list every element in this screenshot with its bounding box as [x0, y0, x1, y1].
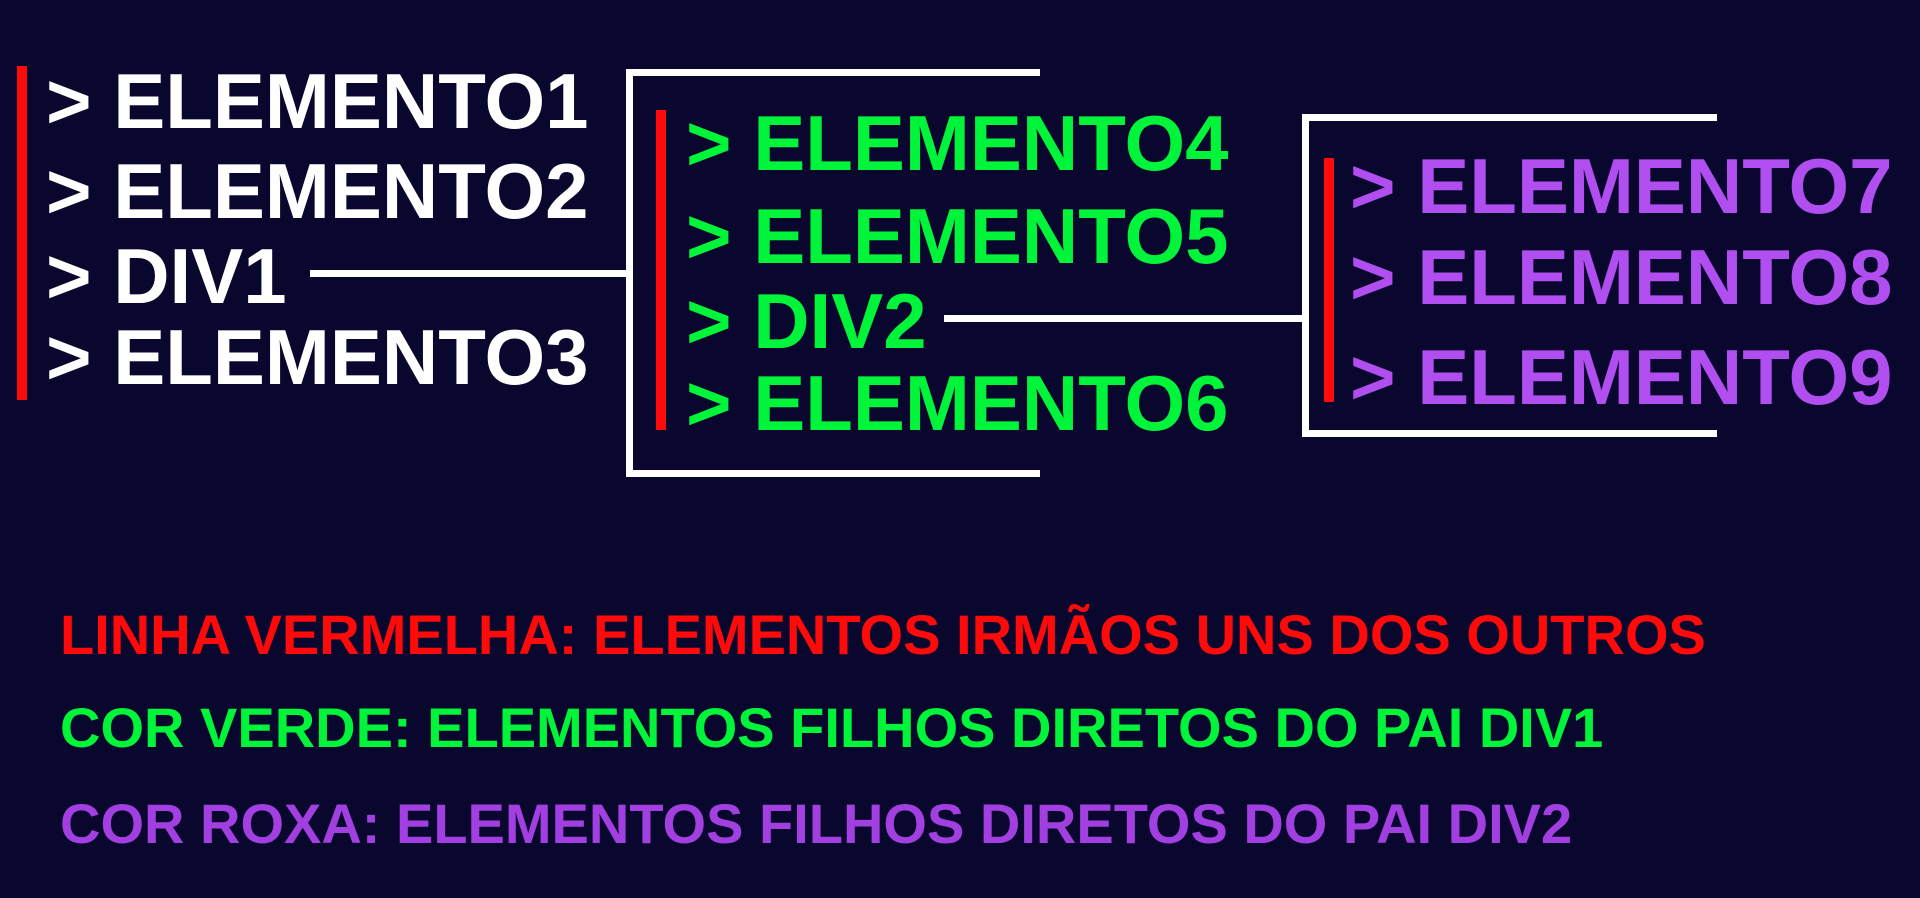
legend-purple-color: COR ROXA: ELEMENTOS FILHOS DIRETOS DO PAI DIV2: [60, 792, 1573, 855]
connector-div1: [310, 270, 630, 277]
level1-item-div1: > DIV1: [46, 232, 287, 320]
level3-item-elemento9: > ELEMENTO9: [1350, 333, 1893, 421]
sibling-line-level1: [17, 66, 27, 400]
bracket-level2-top: [626, 69, 1040, 76]
level2-item-elemento6: > ELEMENTO6: [686, 359, 1229, 447]
level2-item-elemento5: > ELEMENTO5: [686, 192, 1229, 280]
level2-item-div2: > DIV2: [686, 277, 927, 365]
legend-red-line: LINHA VERMELHA: ELEMENTOS IRMÃOS UNS DOS OUTROS: [60, 603, 1706, 666]
bracket-level3-top: [1302, 114, 1717, 121]
level1-item-elemento1: > ELEMENTO1: [46, 57, 589, 145]
legend-green-color: COR VERDE: ELEMENTOS FILHOS DIRETOS DO PAI DIV1: [60, 696, 1604, 759]
sibling-line-level2: [656, 110, 666, 430]
level3-item-elemento7: > ELEMENTO7: [1350, 142, 1893, 230]
bracket-level2-side: [626, 69, 633, 477]
level1-item-elemento3: > ELEMENTO3: [46, 313, 589, 401]
level1-item-elemento2: > ELEMENTO2: [46, 147, 589, 235]
connector-div2: [944, 315, 1306, 322]
bracket-level2-bottom: [626, 470, 1040, 477]
bracket-level3-side: [1302, 114, 1309, 437]
sibling-line-level3: [1324, 158, 1334, 402]
level3-item-elemento8: > ELEMENTO8: [1350, 233, 1893, 321]
level2-item-elemento4: > ELEMENTO4: [686, 99, 1229, 187]
bracket-level3-bottom: [1302, 430, 1717, 437]
